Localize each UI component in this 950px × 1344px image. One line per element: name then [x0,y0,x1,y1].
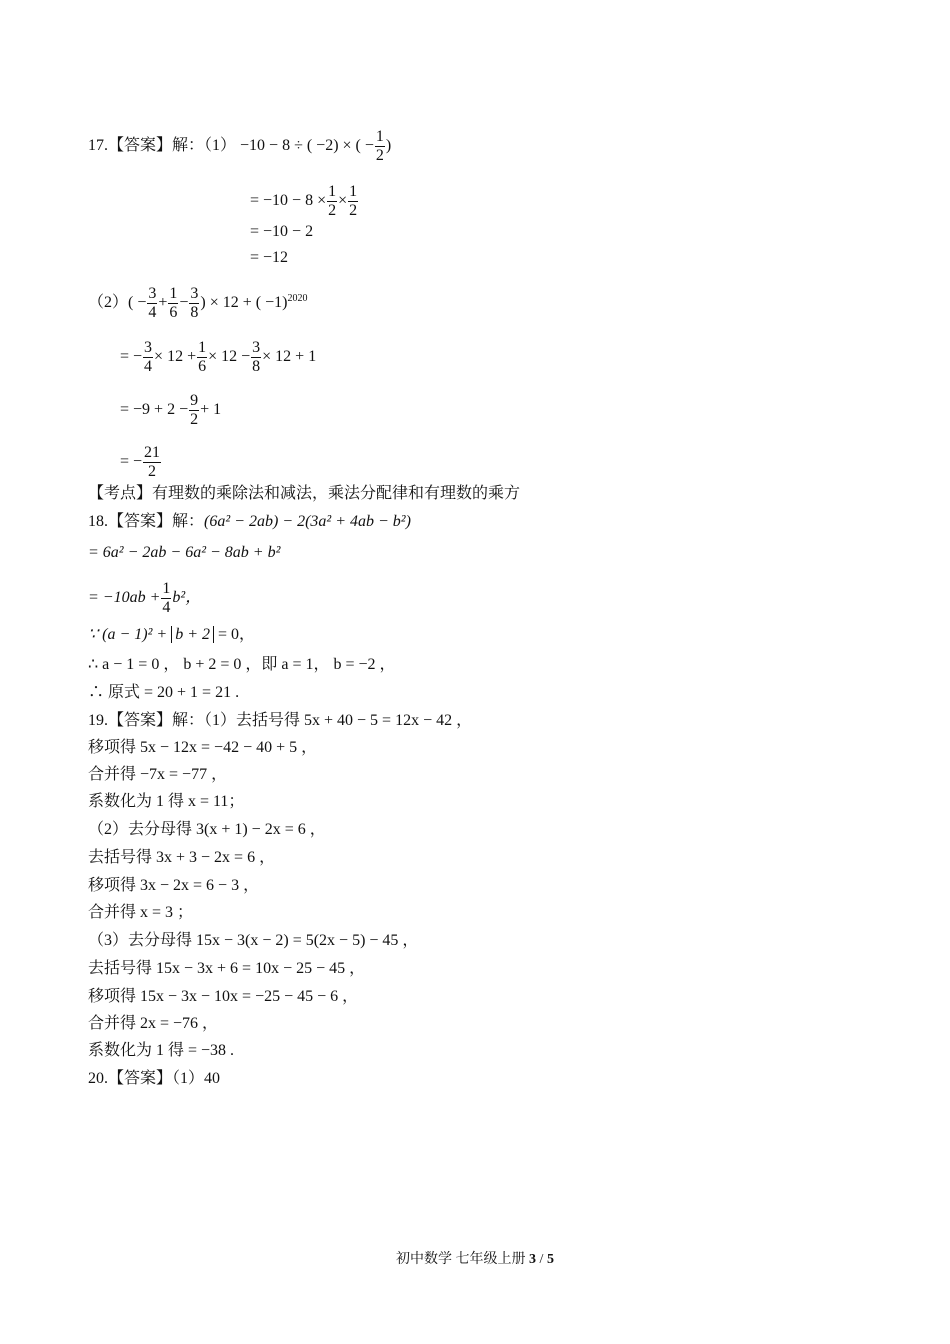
q19-line-6: 移项得 3x − 2x = 6 − 3 ， [88,877,260,894]
q19-line-0: 19.【答案】解：（1）去括号得 5x + 40 − 5 = 12x − 42 ， [88,712,473,729]
fraction: $\frac{3}{4}$ [148,285,157,321]
q19-line-11: 合并得 2x = −76 ， [88,1015,219,1032]
fraction: $\frac{21}{2}$ [144,444,161,480]
q18-label: 18.【答案】解： [88,513,205,530]
q19-line-2: 合并得 −7x = −77 ， [88,766,228,783]
q19-line-8: （3）去分母得 15x − 3(x − 2) = 5(2x − 5) − 45 ， [88,932,419,949]
q17-p2-line-2: = −9 + 2 − $\frac{9}{2}$ + 1 [120,392,222,428]
fraction: $\frac{3}{8}$ [190,285,199,321]
q19-line-3: 系数化为 1 得 x = 11； [88,793,245,810]
q19-line-7: 合并得 x = 3 ； [88,904,194,921]
q17-line-2: = −10 − 2 [250,223,314,240]
q19-line-5: 去括号得 3x + 3 − 2x = 6 ， [88,849,276,866]
q19-line-10: 移项得 15x − 3x − 10x = −25 − 45 − 6 ， [88,988,359,1005]
fraction: $\frac{9}{2}$ [190,392,199,428]
page-footer: 初中数学 七年级上册 3 / 5 [396,1252,554,1267]
q19-line-4: （2）去分母得 3(x + 1) − 2x = 6 ， [88,821,326,838]
q17-line-0: 17.【答案】解：（1） −10 − 8 ÷ ( −2) × ( − $\frac{1}{2}$ ) [88,128,392,164]
q20-line-0: 20.【答案】（1）40 [88,1070,221,1087]
q17-p2-line-1: = − $\frac{3}{4}$ × 12 + $\frac{1}{6}$ × 12 − $\frac{3}{8}$ × 12 + 1 [120,339,317,375]
q17-p2-line-3: = − $\frac{21}{2}$ [120,444,161,480]
footer-subject: 初中数学 七年级上册 [396,1252,526,1267]
q17-kaodian: 【考点】有理数的乘除法和减法，乘法分配律和有理数的乘方 [88,485,521,502]
footer-page-number: 3 [529,1252,537,1267]
q18-line-0: 18.【答案】解：(6a² − 2ab) − 2(3a² + 4ab − b²) [88,513,411,530]
fraction: $\frac{1}{2}$ [328,183,337,219]
fraction: $\frac{1}{6}$ [198,339,207,375]
q19-line-9: 去括号得 15x − 3x + 6 = 10x − 25 − 45 ， [88,960,366,977]
q19-line-1: 移项得 5x − 12x = −42 − 40 + 5 ， [88,739,318,756]
fraction: $\frac{1}{2}$ [375,128,384,164]
q17-label: 17.【答案】解：（1） [88,137,237,155]
q18-line-3: ∵ (a − 1)² + b + 2 = 0， [88,626,256,643]
footer-total-pages: 5 [546,1252,554,1267]
fraction: $\frac{1}{6}$ [169,285,178,321]
absolute-value: b + 2 [171,626,214,643]
q18-line-4: ∴ a − 1 = 0 ， b + 2 = 0 ，即 a = 1， b = −2 ， [88,656,396,673]
q17-p2-line-0: （2）( − $\frac{3}{4}$ + $\frac{1}{6}$ − $\frac{3}{8}$ ) × 12 + ( −1)$^{2020}$ [88,285,308,321]
q17-line-1: = −10 − 8 × $\frac{1}{2}$ × $\frac{1}{2}$ [250,183,358,219]
q18-line-1: = 6a² − 2ab − 6a² − 8ab + b² [88,544,281,561]
fraction: $\frac{3}{8}$ [252,339,261,375]
q17-line-3: = −12 [250,249,289,266]
fraction: $\frac{3}{4}$ [144,339,153,375]
q18-line-2: = −10ab + $\frac{1}{4}$ b²， [88,580,202,616]
q19-line-12: 系数化为 1 得 = −38 . [88,1042,235,1059]
fraction: $\frac{1}{4}$ [162,580,171,616]
q18-line-5: ∴ 原式 = 20 + 1 = 21 . [88,684,240,701]
fraction: $\frac{1}{2}$ [349,183,358,219]
